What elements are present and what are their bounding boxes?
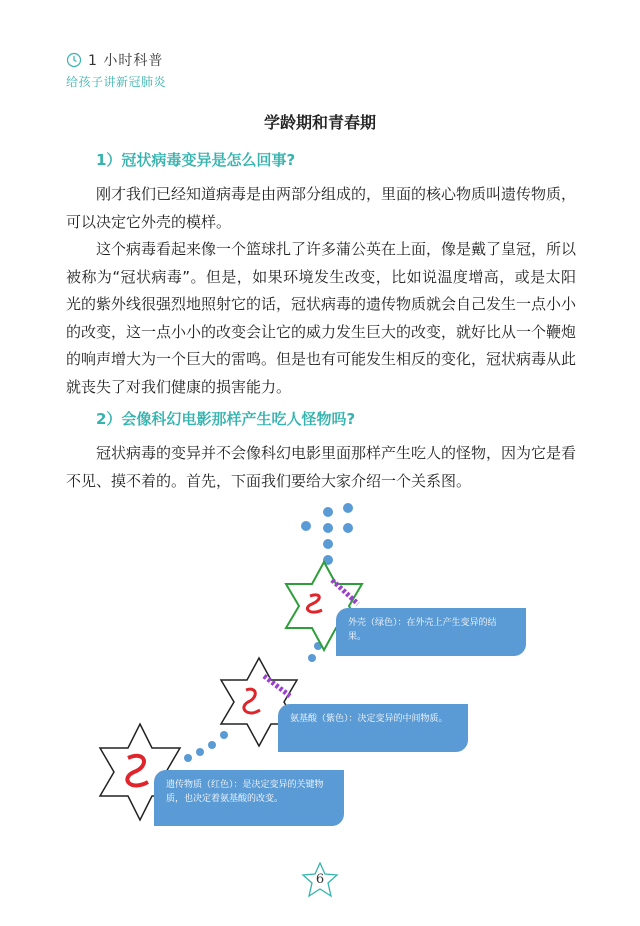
label-genetic-material: 遗传物质（红色）：是决定变异的关键物质，也决定着氨基酸的改变。 (154, 770, 344, 826)
paragraph: 刚才我们已经知道病毒是由两部分组成的，里面的核心物质叫遗传物质，可以决定它外壳的模样。 (66, 185, 577, 231)
clock-icon (66, 52, 82, 68)
book-subtitle: 给孩子讲新冠肺炎 (66, 75, 167, 89)
section-heading-monster: 2）会像科幻电影那样产生吃人怪物吗? (96, 410, 356, 428)
label-shell: 外壳（绿色）：在外壳上产生变异的结果。 (336, 608, 526, 656)
page-number-badge (301, 862, 339, 898)
paragraph: 这个病毒看起来像一个篮球扎了许多蒲公英在上面，像是戴了皇冠，所以被称为“冠状病毒”。但是，如果环境发生改变，比如说温度增高，或是太阳光的紫外线很强烈地照射它的话，冠状病毒的遗传物质就会自己发生一点小小的改变，这一点小小的改变会让它的威力发生巨大的改变，就好比从一个鞭炮的响声增大为一个巨大的雷鸣。但是也有可能发生相反的变化，冠状病毒从此就丧失了对我们健康的损害能力。 (66, 240, 577, 396)
paragraph: 冠状病毒的变异并不会像科幻电影里面那样产生吃人的怪物，因为它是看不见、摸不着的。首先，下面我们要给大家介绍一个关系图。 (66, 444, 577, 490)
header (66, 50, 166, 90)
relationship-diagram (96, 500, 536, 840)
label-amino-acid: 氨基酸（紫色）：决定变异的中间物质。 (278, 704, 468, 752)
page-title: 学龄期和青春期 (263, 113, 376, 132)
section-heading-mutation: 1）冠状病毒变异是怎么回事? (96, 151, 296, 169)
book-title: 1 小时科普 (88, 53, 164, 69)
page-number: 6 (315, 872, 325, 887)
